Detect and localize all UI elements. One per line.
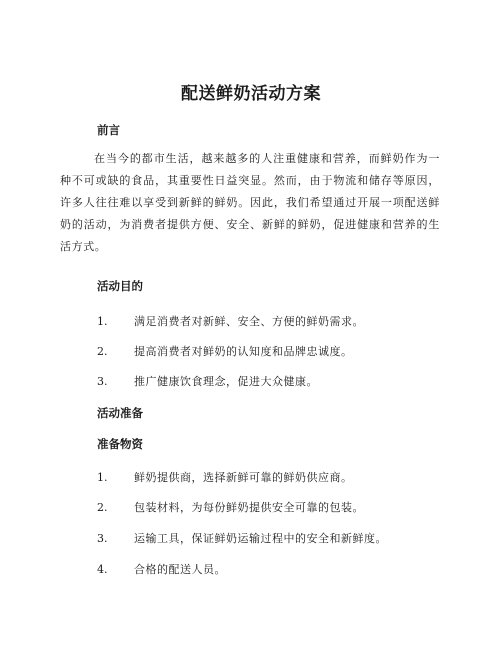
list-text: 合格的配送人员。 xyxy=(134,563,226,576)
list-text: 包装材料，为每份鲜奶提供安全可靠的包装。 xyxy=(134,501,364,514)
preface-heading: 前言 xyxy=(97,123,120,137)
list-text: 满足消费者对新鲜、安全、方便的鲜奶需求。 xyxy=(134,315,364,328)
purpose-list-item xyxy=(97,314,364,330)
materials-heading: 准备物资 xyxy=(97,437,143,451)
materials-list-item xyxy=(97,500,364,516)
list-number: 3. xyxy=(97,375,108,388)
preface-paragraph: 在当今的都市生活，越来越多的人注重健康和营养，而鲜奶作为一种不可或缺的食品，其重要性日益突显。然而，由于物流和储存等原因，许多人往往难以享受到新鲜的鲜奶。因此，我们希望通过开展一项配送鲜奶的活动，为消费者提供方便、安全、新鲜的鲜奶，促进健康和营养的生活方式。 xyxy=(60,152,440,253)
list-number: 2. xyxy=(97,501,108,514)
list-text: 鲜奶提供商，选择新鲜可靠的鲜奶供应商。 xyxy=(134,471,353,484)
materials-list-item xyxy=(97,470,353,486)
document-title: 配送鲜奶活动方案 xyxy=(181,84,321,104)
list-number: 1. xyxy=(97,315,108,328)
materials-list-item xyxy=(97,531,387,547)
list-number: 2. xyxy=(97,345,108,358)
list-number: 4. xyxy=(97,563,108,576)
list-text: 推广健康饮食理念，促进大众健康。 xyxy=(134,375,318,388)
list-number: 3. xyxy=(97,532,108,545)
purpose-list-item xyxy=(97,374,318,390)
list-number: 1. xyxy=(97,471,108,484)
purpose-list-item xyxy=(97,344,353,360)
list-text: 提高消费者对鲜奶的认知度和品牌忠诚度。 xyxy=(134,345,353,358)
preparation-heading: 活动准备 xyxy=(97,406,143,420)
purpose-heading: 活动目的 xyxy=(97,279,143,293)
list-text: 运输工具，保证鲜奶运输过程中的安全和新鲜度。 xyxy=(134,532,387,545)
materials-list-item xyxy=(97,562,226,578)
